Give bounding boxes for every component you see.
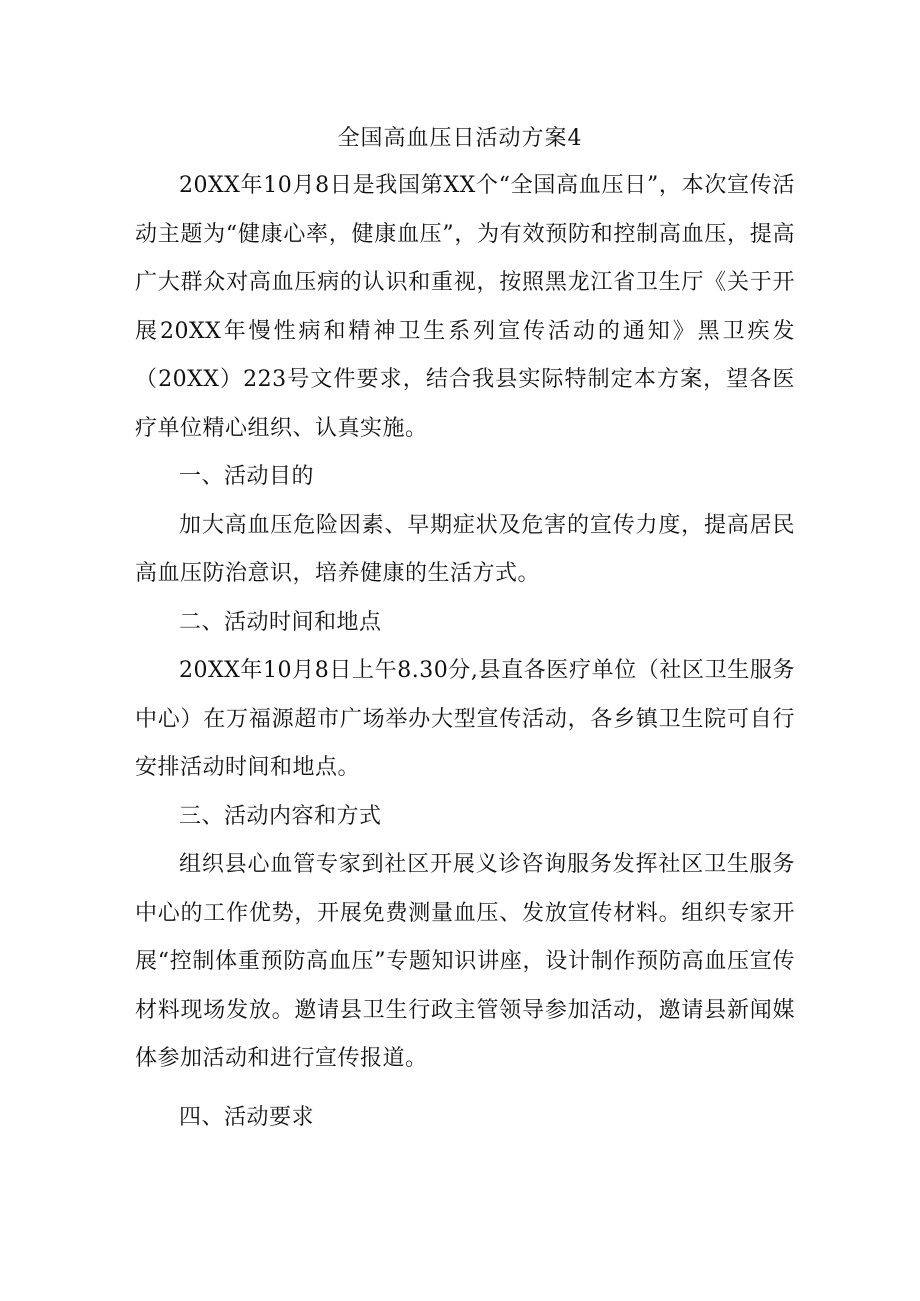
- content-paragraph: 组织县心血管专家到社区开展义诊咨询服务发挥社区卫生服务中心的工作优势，开展免费测量血压、发放宣传材料。组织专家开展“控制体重预防高血压”专题知识讲座，设计制作预防高血压宣传材料现场发放。邀请县卫生行政主管领导参加活动，邀请县新闻媒体参加活动和进行宣传报道。: [135, 852, 795, 1071]
- section-heading-content: 三、活动内容和方式: [179, 803, 382, 829]
- time-place-paragraph: 20XX年10月8日上午8.30分,县直各医疗单位（社区卫生服务中心）在万福源超市广场举办大型宣传活动，各乡镇卫生院可自行安排活动时间和地点。: [135, 658, 795, 780]
- section-heading-time-place: 二、活动时间和地点: [179, 609, 382, 635]
- intro-paragraph: 20XX年10月8日是我国第XX个“全国高血压日”，本次宣传活动主题为“健康心率，健康血压”，为有效预防和控制高血压，提高广大群众对高血压病的认识和重视，按照黑龙江省卫生厅《关于开展20XX年慢性病和精神卫生系列宣传活动的通知》黑卫疾发（20XX）223号文件要求，结合我县实际特制定本方案，望各医疗单位精心组织、认真实施。: [135, 173, 795, 441]
- purpose-paragraph: 加大高血压危险因素、早期症状及危害的宣传力度，提高居民高血压防治意识，培养健康的生活方式。: [135, 512, 795, 586]
- document-title: 全国高血压日活动方案4: [337, 126, 583, 151]
- section-heading-purpose: 一、活动目的: [179, 464, 315, 489]
- document-body: [135, 162, 795, 1142]
- section-heading-requirements: 四、活动要求: [179, 1104, 315, 1130]
